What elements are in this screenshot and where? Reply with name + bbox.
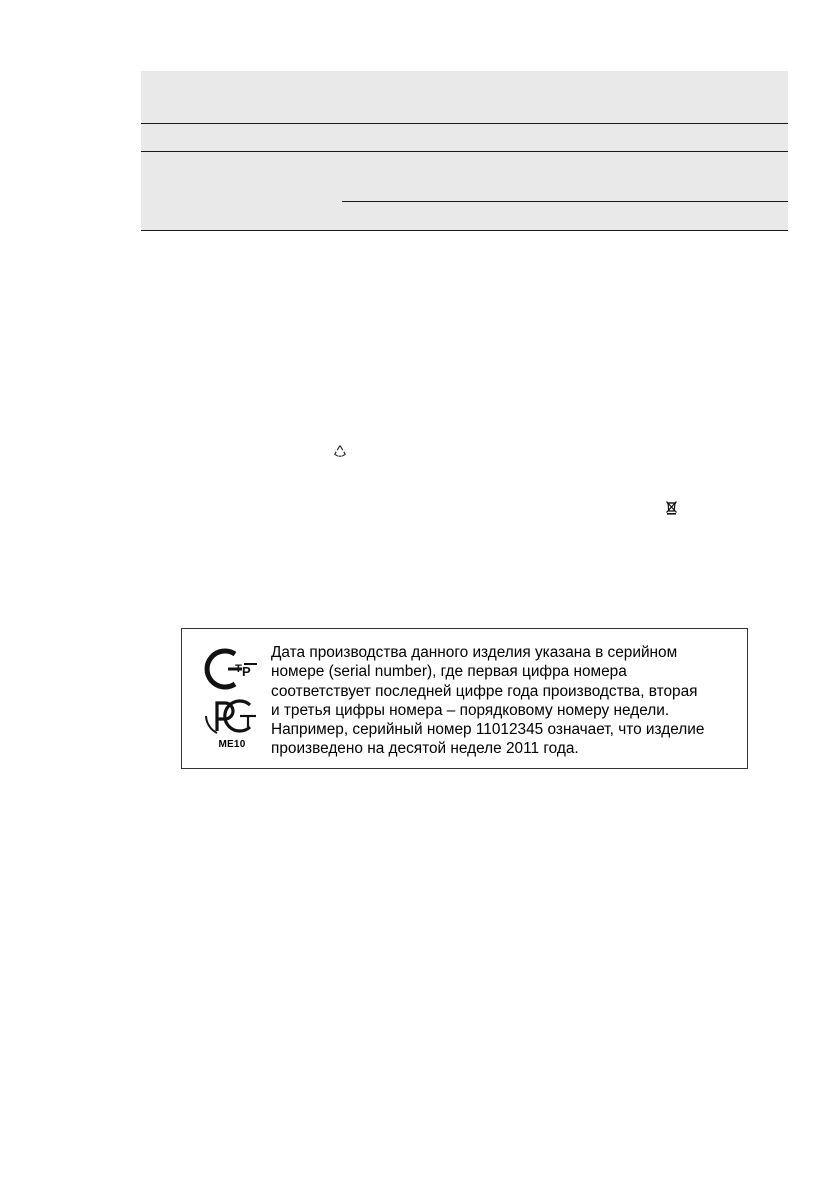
pct-logo [204,695,258,737]
table-rule [141,151,788,152]
table-rule [141,230,788,231]
note-line: соответствует последней цифре года производства, вторая [271,682,698,700]
certificate-code: ME10 [218,739,246,750]
table-rule [342,201,788,202]
note-line: Например, серийный номер 11012345 означает, что изделие [271,721,705,739]
note-line: Дата производства данного изделия указана в серийном [271,644,678,661]
certification-logos [202,647,262,755]
spec-table [141,71,788,231]
note-line: номере (serial number), где первая цифра номера [271,663,627,681]
svg-text:Т: Т [235,663,242,675]
table-rule [141,123,788,124]
wheelie-bin-icon [665,500,678,515]
certification-box [181,628,748,769]
svg-text:Р: Р [242,664,251,679]
note-line: и третья цифры номера – порядковому номеру недели. [271,701,670,719]
eac-tr-logo [204,647,258,691]
recycle-icon [332,443,348,459]
production-date-note [271,643,741,759]
note-line: произведено на десятой неделе 2011 года. [271,740,579,758]
